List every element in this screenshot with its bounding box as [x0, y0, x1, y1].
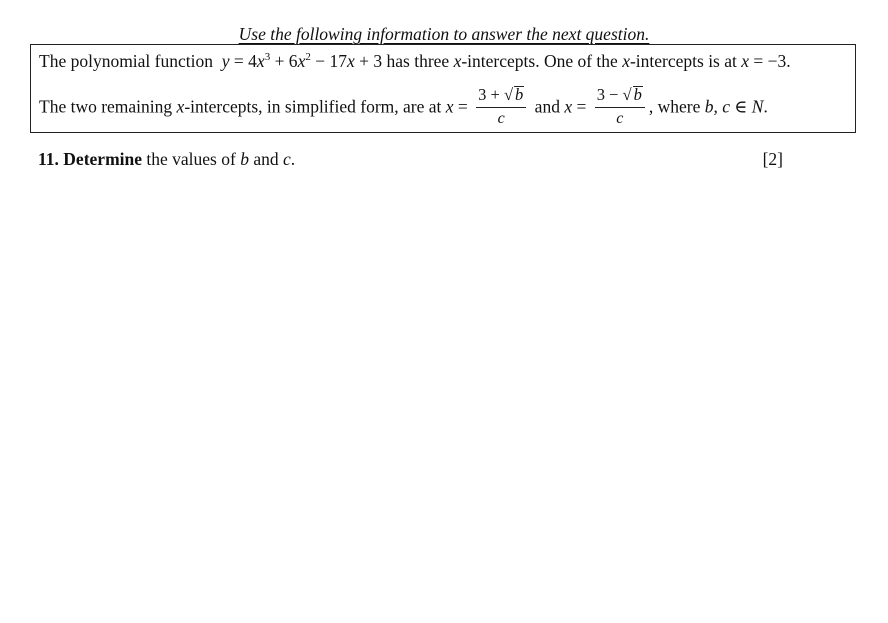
question-marks: [2]	[762, 149, 783, 169]
fraction-plus: $\frac{3 + √ b}{c}$	[476, 85, 526, 129]
intro-instruction: Use the following information to answer the next question.	[238, 24, 650, 44]
question-11: 11. Determine the values of b and c.	[38, 149, 296, 169]
info-line-polynomial: The polynomial function $y = 4x^3 + 6x^2 - 17x + 3$ has three x-intercepts. One of the x-intercepts is at x = −3.	[39, 51, 791, 71]
info-line-intercepts: The two remaining x-intercepts, in simplified form, are at x = $\frac{3 + √ b}{c}$ and x = $\frac{3 - √ b}{c}$ , where b, c ∈ N.	[39, 85, 768, 127]
fraction-minus: $\frac{3 - √ b}{c}$	[595, 85, 645, 129]
information-box	[30, 44, 856, 133]
